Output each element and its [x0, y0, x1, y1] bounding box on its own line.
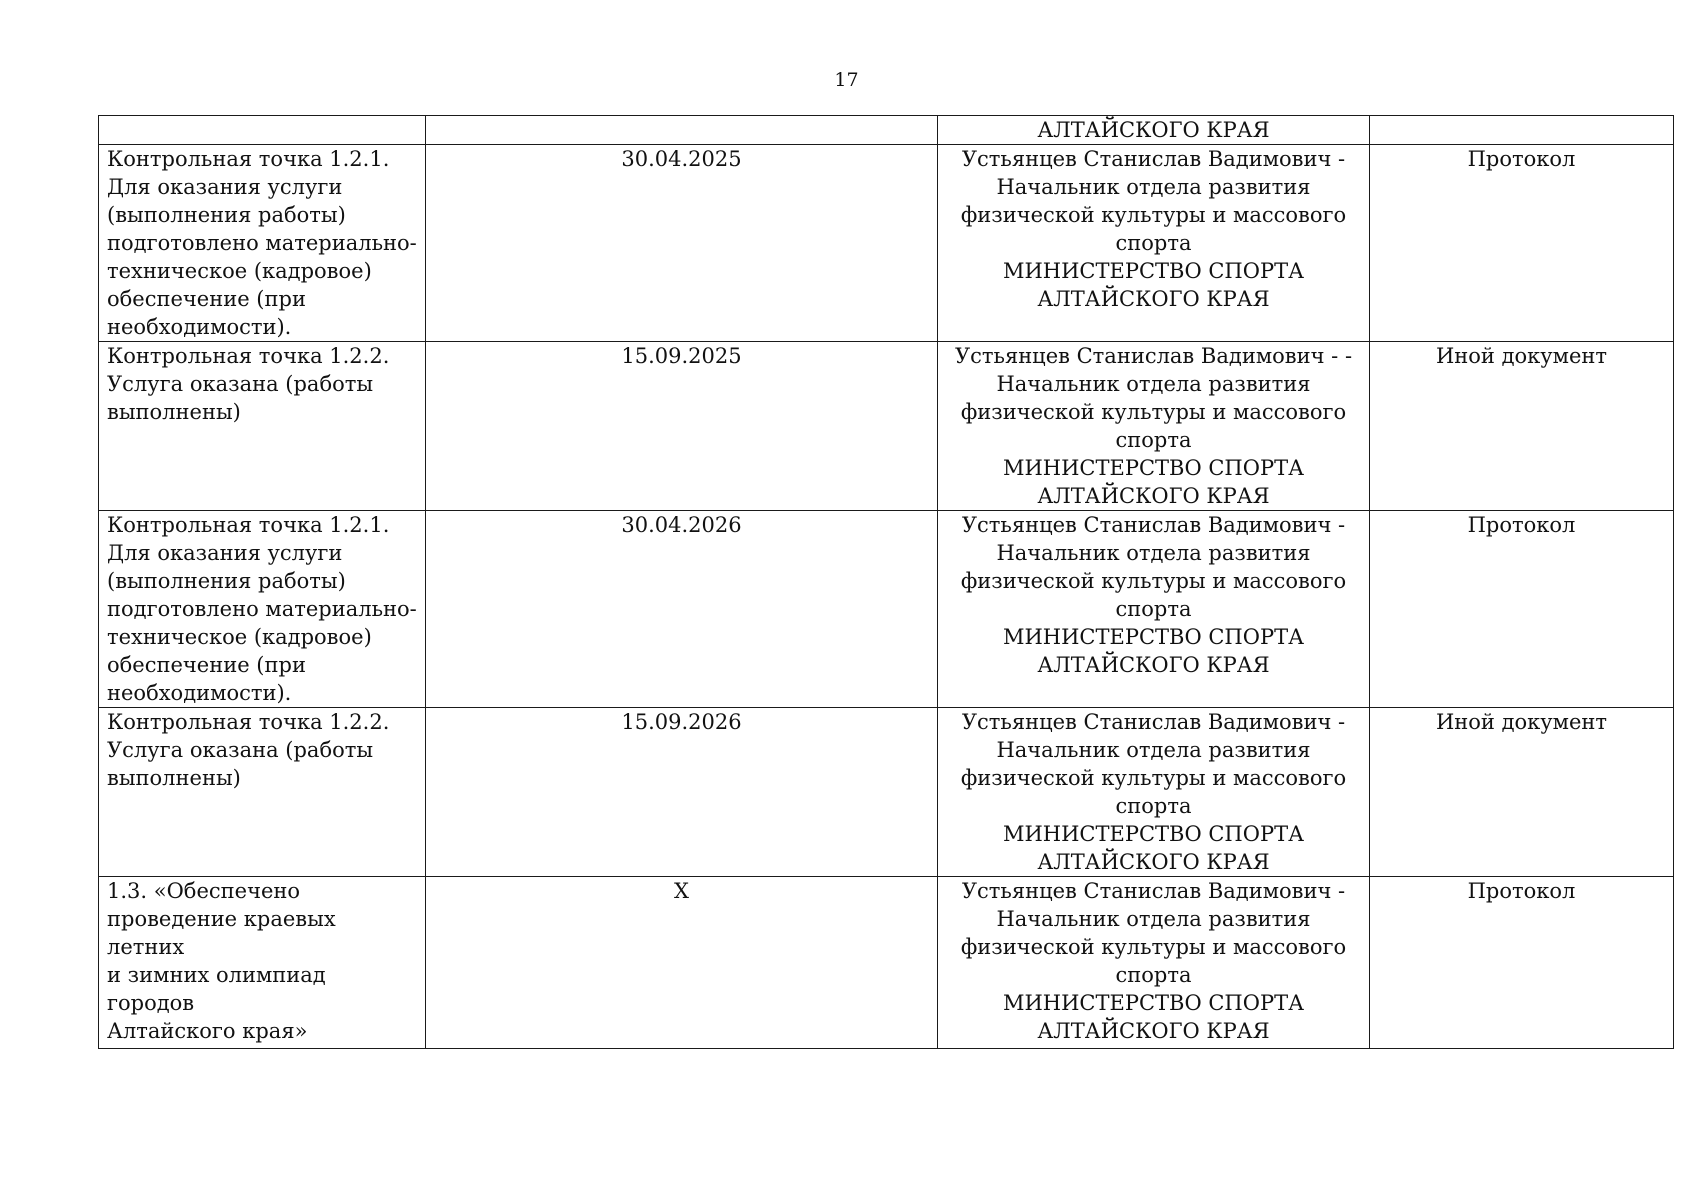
cell-date: 30.04.2025 — [426, 145, 938, 342]
responsible-line: физической культуры и массового — [960, 569, 1347, 593]
name-line: необходимости). — [107, 315, 292, 339]
cell-document — [1370, 116, 1674, 145]
name-line: Для оказания услуги — [107, 541, 343, 565]
cell-responsible — [938, 708, 1370, 877]
cell-document: Протокол — [1370, 877, 1674, 1049]
responsible-line: Устьянцев Станислав Вадимович - — [961, 147, 1346, 171]
table-body — [99, 116, 1674, 1049]
organization-line: АЛТАЙСКОГО КРАЯ — [1037, 1019, 1270, 1043]
cell-document: Иной документ — [1370, 342, 1674, 511]
name-line: выполнены) — [107, 766, 241, 790]
organization-line: МИНИСТЕРСТВО СПОРТА — [1002, 822, 1304, 846]
cell-document: Протокол — [1370, 511, 1674, 708]
name-line: подготовлено материально- — [107, 231, 417, 255]
cell-name — [99, 342, 426, 511]
cell-responsible — [938, 511, 1370, 708]
table-row-continuation — [99, 116, 1674, 145]
name-line: Контрольная точка 1.2.1. — [107, 513, 390, 537]
name-line: Для оказания услуги — [107, 175, 343, 199]
responsible-line: спорта — [1115, 963, 1192, 987]
cell-responsible — [938, 877, 1370, 1049]
responsible-line: Устьянцев Станислав Вадимович - — [961, 710, 1346, 734]
responsible-line: спорта — [1115, 231, 1192, 255]
responsible-line: Устьянцев Станислав Вадимович - — [961, 879, 1346, 903]
table-row — [99, 145, 1674, 342]
cell-name — [99, 511, 426, 708]
cell-date: 30.04.2026 — [426, 511, 938, 708]
cell-date: Х — [426, 877, 938, 1049]
responsible-line: физической культуры и массового — [960, 766, 1347, 790]
name-line: обеспечение (при — [107, 287, 306, 311]
name-line: 1.3. «Обеспечено — [107, 879, 301, 903]
table-row — [99, 708, 1674, 877]
organization-line: АЛТАЙСКОГО КРАЯ — [1037, 850, 1270, 874]
organization-line: МИНИСТЕРСТВО СПОРТА — [1002, 259, 1304, 283]
responsible-line: спорта — [1115, 428, 1192, 452]
cell-date: 15.09.2026 — [426, 708, 938, 877]
name-line: (выполнения работы) — [107, 569, 346, 593]
responsible-line: Устьянцев Станислав Вадимович - - — [954, 344, 1353, 368]
responsible-line: физической культуры и массового — [960, 203, 1347, 227]
name-line: обеспечение (при — [107, 653, 306, 677]
name-line: выполнены) — [107, 400, 241, 424]
responsible-line: Начальник отдела развития — [996, 372, 1311, 396]
responsible-line: Начальник отдела развития — [996, 907, 1311, 931]
name-line: Контрольная точка 1.2.2. — [107, 710, 390, 734]
name-line: Алтайского края» — [107, 1019, 308, 1043]
cell-name — [99, 877, 426, 1049]
name-line: Контрольная точка 1.2.2. — [107, 344, 390, 368]
name-line: проведение краевых летних — [107, 907, 336, 959]
name-line: техническое (кадровое) — [107, 259, 372, 283]
cell-responsible — [938, 145, 1370, 342]
organization-line: МИНИСТЕРСТВО СПОРТА — [1002, 625, 1304, 649]
cell-name — [99, 145, 426, 342]
table-row — [99, 342, 1674, 511]
name-line: техническое (кадровое) — [107, 625, 372, 649]
cell-responsible — [938, 342, 1370, 511]
cell-document: Протокол — [1370, 145, 1674, 342]
organization-line: МИНИСТЕРСТВО СПОРТА — [1002, 991, 1304, 1015]
responsible-line: Начальник отдела развития — [996, 175, 1311, 199]
responsible-line: Начальник отдела развития — [996, 738, 1311, 762]
organization-line: АЛТАЙСКОГО КРАЯ — [1037, 653, 1270, 677]
table-row — [99, 511, 1674, 708]
name-line: и зимних олимпиад городов — [107, 963, 326, 1015]
name-line: Услуга оказана (работы — [107, 372, 374, 396]
page-number: 17 — [834, 69, 859, 91]
responsible-line: спорта — [1115, 794, 1192, 818]
name-line: (выполнения работы) — [107, 203, 346, 227]
cell-responsible: АЛТАЙСКОГО КРАЯ — [938, 116, 1370, 145]
responsible-line: Устьянцев Станислав Вадимович - — [961, 513, 1346, 537]
name-line: Контрольная точка 1.2.1. — [107, 147, 390, 171]
name-line: необходимости). — [107, 681, 292, 705]
name-line: Услуга оказана (работы — [107, 738, 374, 762]
organization-line: АЛТАЙСКОГО КРАЯ — [1037, 484, 1270, 508]
table-row — [99, 877, 1674, 1049]
organization-line: МИНИСТЕРСТВО СПОРТА — [1002, 456, 1304, 480]
organization-line: АЛТАЙСКОГО КРАЯ — [1037, 287, 1270, 311]
cell-date — [426, 116, 938, 145]
responsible-line: спорта — [1115, 597, 1192, 621]
responsible-line: физической культуры и массового — [960, 400, 1347, 424]
control-points-table — [98, 115, 1674, 1049]
name-line: подготовлено материально- — [107, 597, 417, 621]
cell-date: 15.09.2025 — [426, 342, 938, 511]
cell-name — [99, 116, 426, 145]
responsible-line: физической культуры и массового — [960, 935, 1347, 959]
cell-name — [99, 708, 426, 877]
responsible-line: Начальник отдела развития — [996, 541, 1311, 565]
cell-document: Иной документ — [1370, 708, 1674, 877]
